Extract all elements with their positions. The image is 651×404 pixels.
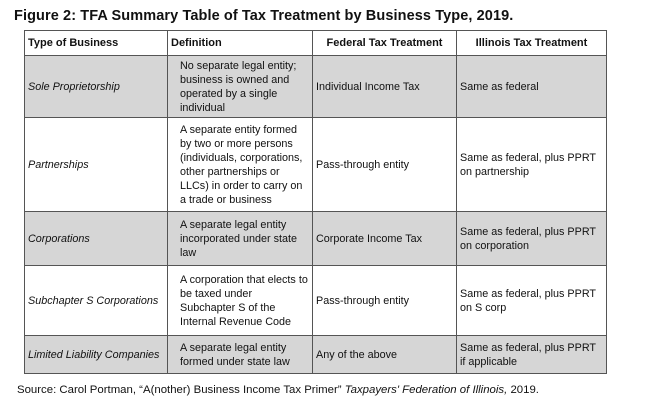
- source-suffix: 2019.: [507, 384, 539, 396]
- row-federal-treatment: Individual Income Tax: [313, 56, 457, 118]
- table-row: [25, 212, 607, 266]
- row-type-limited-liability-companies: Limited Liability Companies: [25, 336, 168, 374]
- table-row: [25, 266, 607, 336]
- row-illinois-treatment: Same as federal, plus PPRT if applicable: [457, 336, 607, 374]
- header-illinois-tax-treatment: Illinois Tax Treatment: [457, 31, 607, 56]
- row-definition: A separate legal entity incorporated under state law: [168, 212, 313, 266]
- header-row: [25, 31, 607, 56]
- row-federal-treatment: Pass-through entity: [313, 266, 457, 336]
- tax-treatment-table: [24, 30, 607, 374]
- row-illinois-treatment: Same as federal, plus PPRT on S corp: [457, 266, 607, 336]
- row-federal-treatment: Pass-through entity: [313, 118, 457, 212]
- row-type-subchapter-s-corporations: Subchapter S Corporations: [25, 266, 168, 336]
- row-definition: No separate legal entity; business is owned and operated by a single individual: [168, 56, 313, 118]
- row-definition: A separate legal entity formed under state law: [168, 336, 313, 374]
- row-illinois-treatment: Same as federal, plus PPRT on partnership: [457, 118, 607, 212]
- row-illinois-treatment: Same as federal: [457, 56, 607, 118]
- row-definition: A corporation that elects to be taxed under Subchapter S of the Internal Revenue Code: [168, 266, 313, 336]
- table-row: [25, 336, 607, 374]
- header-type-of-business: Type of Business: [25, 31, 168, 56]
- header-definition: Definition: [168, 31, 313, 56]
- row-type-partnerships: Partnerships: [25, 118, 168, 212]
- source-prefix: Source: Carol Portman, “A(nother) Business Income Tax Primer”: [17, 384, 345, 396]
- source-citation: [17, 384, 539, 396]
- row-illinois-treatment: Same as federal, plus PPRT on corporation: [457, 212, 607, 266]
- header-federal-tax-treatment: Federal Tax Treatment: [313, 31, 457, 56]
- row-federal-treatment: Any of the above: [313, 336, 457, 374]
- figure-title: Figure 2: TFA Summary Table of Tax Treatment by Business Type, 2019.: [14, 8, 514, 24]
- table-row: [25, 118, 607, 212]
- source-publication: Taxpayers' Federation of Illinois,: [344, 384, 508, 396]
- row-federal-treatment: Corporate Income Tax: [313, 212, 457, 266]
- row-definition: A separate entity formed by two or more persons (individuals, corporations, other partnerships or LLCs) in order to carry on a trade or business: [168, 118, 313, 212]
- row-type-corporations: Corporations: [25, 212, 168, 266]
- row-type-sole-proprietorship: Sole Proprietorship: [25, 56, 168, 118]
- table-row: [25, 56, 607, 118]
